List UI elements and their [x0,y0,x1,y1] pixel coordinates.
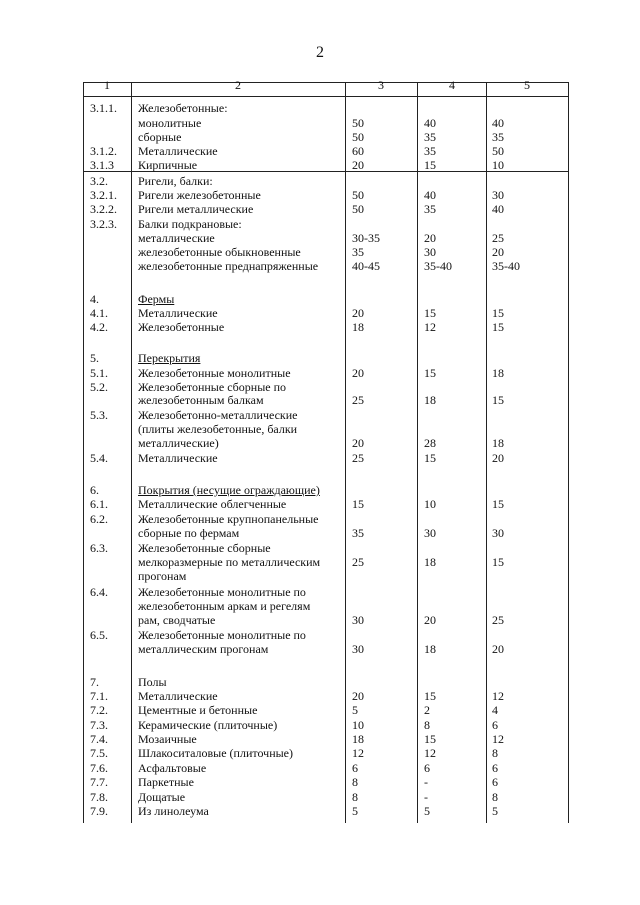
value-col-5: 20 [492,642,504,656]
row-number: 6. [90,483,99,497]
row-number: 7.6. [90,761,108,775]
table-border-left [83,82,84,823]
value-col-4: 30 [424,245,436,259]
row-name: Полы [138,675,167,689]
value-col-5: 6 [492,775,498,789]
value-col-4: 30 [424,526,436,540]
value-col-4: 18 [424,555,436,569]
row-number: 6.5. [90,628,108,642]
row-number: 7.7. [90,775,108,789]
row-number: 4. [90,292,99,306]
value-col-5: 12 [492,689,504,703]
row-name: Металлические облегченные [138,497,287,511]
row-name: Перекрытия [138,351,201,365]
value-col-3: 5 [352,703,358,717]
row-number: 5.3. [90,408,108,422]
row-name: железобетонные обыкновенные [138,245,301,259]
value-col-5: 15 [492,555,504,569]
value-col-5: 6 [492,718,498,732]
row-number: 5. [90,351,99,365]
table-border-top [83,82,569,83]
row-name: Мозаичные [138,732,197,746]
value-col-5: 18 [492,366,504,380]
row-name: рам, сводчатые [138,613,216,627]
col-divider-1 [131,82,132,823]
value-col-3: 50 [352,130,364,144]
value-col-5: 15 [492,497,504,511]
value-col-4: 15 [424,689,436,703]
row-name: монолитные [138,116,202,130]
value-col-5: 12 [492,732,504,746]
row-name: Железобетонные сборные по [138,380,287,394]
row-number: 5.2. [90,380,108,394]
row-number: 7.5. [90,746,108,760]
value-col-5: 30 [492,526,504,540]
row-name: металлическим прогонам [138,642,269,656]
value-col-5: 35-40 [492,259,520,273]
value-col-3: 8 [352,790,358,804]
value-col-5: 40 [492,116,504,130]
row-number: 3.2.3. [90,217,117,231]
value-col-5: 5 [492,804,498,818]
value-col-4: 2 [424,703,430,717]
value-col-4: 8 [424,718,430,732]
row-name: Металлические [138,689,218,703]
value-col-5: 18 [492,436,504,450]
row-name: металлические) [138,436,219,450]
value-col-3: 60 [352,144,364,158]
value-col-4: 12 [424,320,436,334]
row-number: 6.4. [90,585,108,599]
row-name: Керамические (плиточные) [138,718,278,732]
row-name: Цементные и бетонные [138,703,258,717]
value-col-3: 25 [352,451,364,465]
value-col-5: 40 [492,202,504,216]
value-col-5: 10 [492,158,504,172]
value-col-4: 18 [424,393,436,407]
row-number: 3.2.1. [90,188,117,202]
row-name: Покрытия (несущие ограждающие) [138,483,320,497]
row-number: 5.4. [90,451,108,465]
row-number: 7.2. [90,703,108,717]
value-col-4: 10 [424,497,436,511]
value-col-5: 4 [492,703,498,717]
value-col-5: 8 [492,746,498,760]
value-col-4: 15 [424,366,436,380]
row-name: железобетонным аркам и регелям [138,599,311,613]
value-col-4: 35 [424,144,436,158]
value-col-4: 40 [424,116,436,130]
value-col-5: 25 [492,231,504,245]
value-col-4: 15 [424,306,436,320]
row-name: Железобетонные монолитные [138,366,291,380]
value-col-4: 15 [424,158,436,172]
col-divider-4 [486,82,487,823]
row-number: 5.1. [90,366,108,380]
value-col-4: - [424,775,428,789]
value-col-3: 50 [352,116,364,130]
value-col-3: 30 [352,613,364,627]
value-col-4: 15 [424,451,436,465]
row-name: Ригели металлические [138,202,254,216]
row-number: 6.3. [90,541,108,555]
value-col-5: 15 [492,306,504,320]
col-divider-3 [417,82,418,823]
table-border-right [568,82,569,823]
value-col-3: 25 [352,555,364,569]
value-col-3: 10 [352,718,364,732]
page-number: 2 [316,44,324,61]
row-number: 7.9. [90,804,108,818]
value-col-5: 8 [492,790,498,804]
value-col-3: 35 [352,245,364,259]
value-col-3: 15 [352,497,364,511]
header-col-4: 4 [449,78,455,92]
value-col-3: 20 [352,436,364,450]
header-col-3: 3 [378,78,384,92]
value-col-3: 35 [352,526,364,540]
row-number: 3.1.1. [90,101,117,115]
value-col-3: 50 [352,202,364,216]
value-col-3: 20 [352,306,364,320]
value-col-4: - [424,790,428,804]
header-col-2: 2 [235,78,241,92]
value-col-3: 20 [352,158,364,172]
row-name: Металлические [138,144,218,158]
row-name: прогонам [138,569,187,583]
value-col-4: 40 [424,188,436,202]
value-col-4: 20 [424,613,436,627]
value-col-4: 18 [424,642,436,656]
value-col-3: 12 [352,746,364,760]
row-name: Железобетонно-металлические [138,408,298,422]
value-col-4: 15 [424,732,436,746]
value-col-3: 40-45 [352,259,380,273]
row-name: Металлические [138,451,218,465]
value-col-3: 5 [352,804,358,818]
row-name: Из линолеума [138,804,209,818]
value-col-5: 15 [492,393,504,407]
row-name: сборные [138,130,182,144]
row-name: металлические [138,231,215,245]
value-col-5: 6 [492,761,498,775]
value-col-3: 20 [352,689,364,703]
row-name: Железобетонные [138,320,225,334]
value-col-3: 30-35 [352,231,380,245]
row-name: Дощатые [138,790,186,804]
row-number: 6.2. [90,512,108,526]
row-name: Ригели железобетонные [138,188,261,202]
row-number: 7.1. [90,689,108,703]
value-col-3: 20 [352,366,364,380]
value-col-5: 50 [492,144,504,158]
row-name: Железобетонные монолитные по [138,628,306,642]
row-name: сборные по фермам [138,526,240,540]
value-col-3: 6 [352,761,358,775]
row-number: 3.2. [90,174,108,188]
row-name: Железобетонные монолитные по [138,585,306,599]
value-col-4: 12 [424,746,436,760]
header-col-5: 5 [524,78,530,92]
row-name: Балки подкрановые: [138,217,242,231]
header-col-1: 1 [104,78,110,92]
row-name: Асфальтовые [138,761,207,775]
row-name: Железобетонные сборные [138,541,271,555]
row-name: железобетонным балкам [138,393,264,407]
value-col-4: 6 [424,761,430,775]
row-name: Шлакоситаловые (плиточные) [138,746,293,760]
value-col-5: 20 [492,245,504,259]
value-col-5: 15 [492,320,504,334]
row-number: 3.2.2. [90,202,117,216]
row-name: мелкоразмерные по металлическим [138,555,321,569]
row-number: 7.8. [90,790,108,804]
value-col-5: 30 [492,188,504,202]
value-col-3: 8 [352,775,358,789]
row-name: Ригели, балки: [138,174,213,188]
row-number: 7. [90,675,99,689]
value-col-3: 50 [352,188,364,202]
row-name: Кирпичные [138,158,198,172]
row-name: Паркетные [138,775,194,789]
row-number: 4.1. [90,306,108,320]
row-name: Железобетонные крупнопанельные [138,512,319,526]
value-col-4: 35-40 [424,259,452,273]
value-col-3: 18 [352,732,364,746]
value-col-4: 35 [424,130,436,144]
value-col-5: 35 [492,130,504,144]
row-number: 7.4. [90,732,108,746]
row-name: Железобетонные: [138,101,228,115]
value-col-3: 18 [352,320,364,334]
value-col-3: 25 [352,393,364,407]
row-name: железобетонные преднапряженные [138,259,319,273]
row-number: 3.1.2. [90,144,117,158]
col-divider-2 [345,82,346,823]
value-col-3: 30 [352,642,364,656]
row-number: 6.1. [90,497,108,511]
row-number: 3.1.3 [90,158,114,172]
value-col-4: 28 [424,436,436,450]
value-col-5: 25 [492,613,504,627]
row-name: Металлические [138,306,218,320]
value-col-4: 20 [424,231,436,245]
value-col-4: 5 [424,804,430,818]
row-name: (плиты железобетонные, балки [138,422,298,436]
value-col-4: 35 [424,202,436,216]
value-col-5: 20 [492,451,504,465]
row-number: 4.2. [90,320,108,334]
row-name: Фермы [138,292,175,306]
row-number: 7.3. [90,718,108,732]
header-divider [83,96,569,97]
